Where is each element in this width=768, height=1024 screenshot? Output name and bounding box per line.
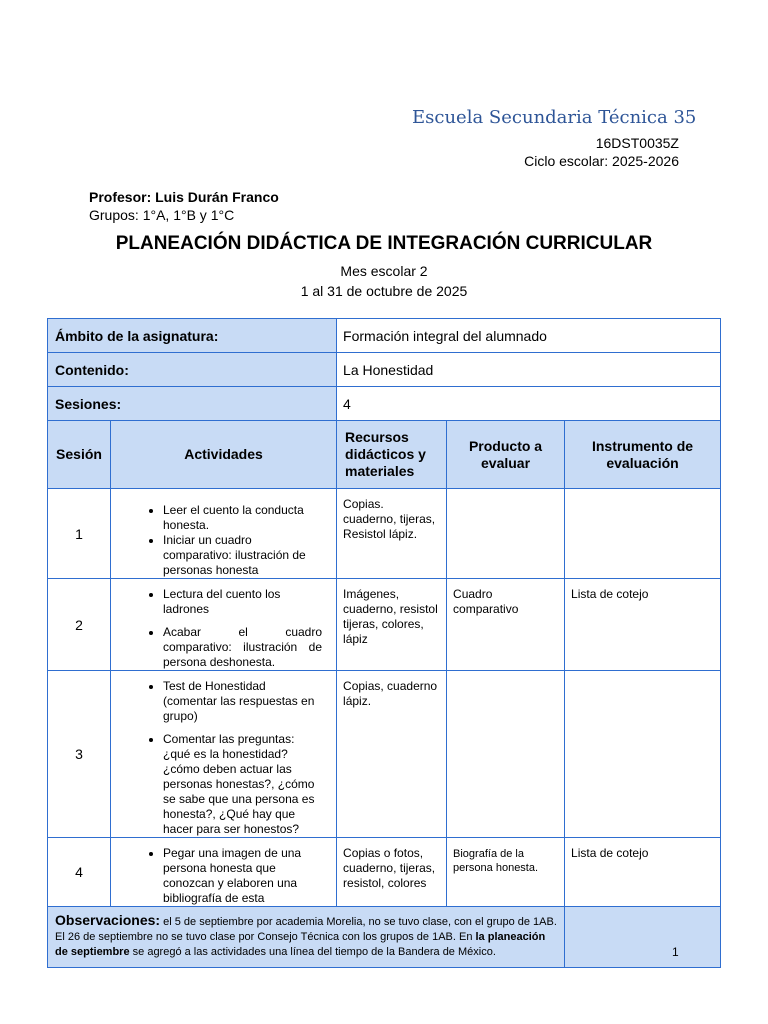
activity-item: • Leer el cuento la conducta honesta. bbox=[163, 503, 322, 533]
observations-label: Observaciones: bbox=[55, 912, 161, 928]
column-header-row bbox=[48, 421, 721, 489]
activities-cell bbox=[111, 838, 337, 907]
school-name: Escuela Secundaria Técnica 35 bbox=[412, 107, 697, 128]
ambito-row bbox=[48, 319, 721, 353]
session-number: 1 bbox=[48, 489, 111, 579]
planning-table bbox=[47, 318, 721, 968]
session-number: 2 bbox=[48, 579, 111, 671]
session-row bbox=[48, 579, 721, 671]
instrument-cell bbox=[565, 489, 721, 579]
document-title: PLANEACIÓN DIDÁCTICA DE INTEGRACIÓN CURRICULAR bbox=[115, 233, 653, 254]
session-row bbox=[48, 671, 721, 838]
activity-item: • Iniciar un cuadro comparativo: ilustración de personas honesta bbox=[163, 533, 322, 578]
activities-cell bbox=[111, 489, 337, 579]
ambito-label: Ámbito de la asignatura: bbox=[48, 319, 337, 353]
activities-cell bbox=[111, 671, 337, 838]
col-actividades: Actividades bbox=[111, 421, 337, 489]
school-month: Mes escolar 2 bbox=[340, 263, 428, 279]
activity-item: • Lectura del cuento los ladrones bbox=[163, 587, 322, 617]
teacher-name: Profesor: Luis Durán Franco bbox=[89, 189, 279, 205]
school-cycle: Ciclo escolar: 2025-2026 bbox=[524, 153, 679, 169]
product-cell bbox=[447, 671, 565, 838]
activity-item: • Pegar una imagen de una persona honesta que conozcan y elaboren una bibliografía de esta bbox=[163, 846, 322, 906]
contenido-label: Contenido: bbox=[48, 353, 337, 387]
session-number: 3 bbox=[48, 671, 111, 838]
sesiones-value: 4 bbox=[337, 387, 721, 421]
school-code: 16DST0035Z bbox=[595, 135, 679, 151]
contenido-value: La Honestidad bbox=[337, 353, 721, 387]
instrument-cell bbox=[565, 671, 721, 838]
date-range: 1 al 31 de octubre de 2025 bbox=[300, 283, 468, 299]
product-cell: Biografía de la persona honesta. bbox=[447, 838, 565, 907]
observations-bold-text: la planeación de septiembre bbox=[55, 931, 546, 958]
col-instrumento: Instrumento de evaluación bbox=[565, 421, 721, 489]
observations-cell bbox=[48, 907, 565, 968]
activities-cell bbox=[111, 579, 337, 671]
col-producto: Producto a evaluar bbox=[447, 421, 565, 489]
instrument-cell: Lista de cotejo bbox=[565, 838, 721, 907]
resources-cell: Imágenes, cuaderno, resistol tijeras, colores, lápiz bbox=[337, 579, 447, 671]
product-cell bbox=[447, 489, 565, 579]
observations-empty-cell bbox=[565, 907, 721, 968]
activity-list bbox=[117, 679, 330, 837]
contenido-row bbox=[48, 353, 721, 387]
observations-text-end: se agregó a las actividades una línea del tiempo de la Bandera de México. bbox=[129, 946, 496, 958]
col-sesion: Sesión bbox=[48, 421, 111, 489]
session-number: 4 bbox=[48, 838, 111, 907]
session-row bbox=[48, 838, 721, 907]
page-number: 1 bbox=[672, 945, 679, 959]
groups-line: Grupos: 1°A, 1°B y 1°C bbox=[89, 207, 235, 223]
observations-row bbox=[48, 907, 721, 968]
resources-cell: Copias. cuaderno, tijeras, Resistol lápiz. bbox=[337, 489, 447, 579]
activity-item: • Test de Honestidad (comentar las respuestas en grupo) bbox=[163, 679, 322, 724]
activity-list bbox=[117, 587, 330, 670]
resources-cell: Copias, cuaderno lápiz. bbox=[337, 671, 447, 838]
instrument-cell: Lista de cotejo bbox=[565, 579, 721, 671]
observations-text: el 5 de septiembre por academia Morelia, no se tuvo clase, con el grupo de 1AB. El 26 de septiembre no se tuvo clase por Consejo Técnica con los grupos de 1AB. En bbox=[55, 916, 557, 943]
activity-item: • Acabar el cuadro comparativo: ilustración de persona deshonesta. bbox=[163, 625, 322, 670]
sesiones-label: Sesiones: bbox=[48, 387, 337, 421]
activity-list bbox=[117, 503, 330, 578]
product-cell: Cuadro comparativo bbox=[447, 579, 565, 671]
sesiones-row bbox=[48, 387, 721, 421]
activity-item: • Comentar las preguntas: ¿qué es la honestidad? ¿cómo deben actuar las personas honestas?, ¿cómo se sabe que una persona es honesta?, ¿Qué hay que hacer para ser honestos? bbox=[163, 732, 322, 837]
activity-list bbox=[117, 846, 330, 906]
session-row bbox=[48, 489, 721, 579]
ambito-value: Formación integral del alumnado bbox=[337, 319, 721, 353]
resources-cell: Copias o fotos, cuaderno, tijeras, resistol, colores bbox=[337, 838, 447, 907]
col-recursos: Recursos didácticos y materiales bbox=[337, 421, 447, 489]
